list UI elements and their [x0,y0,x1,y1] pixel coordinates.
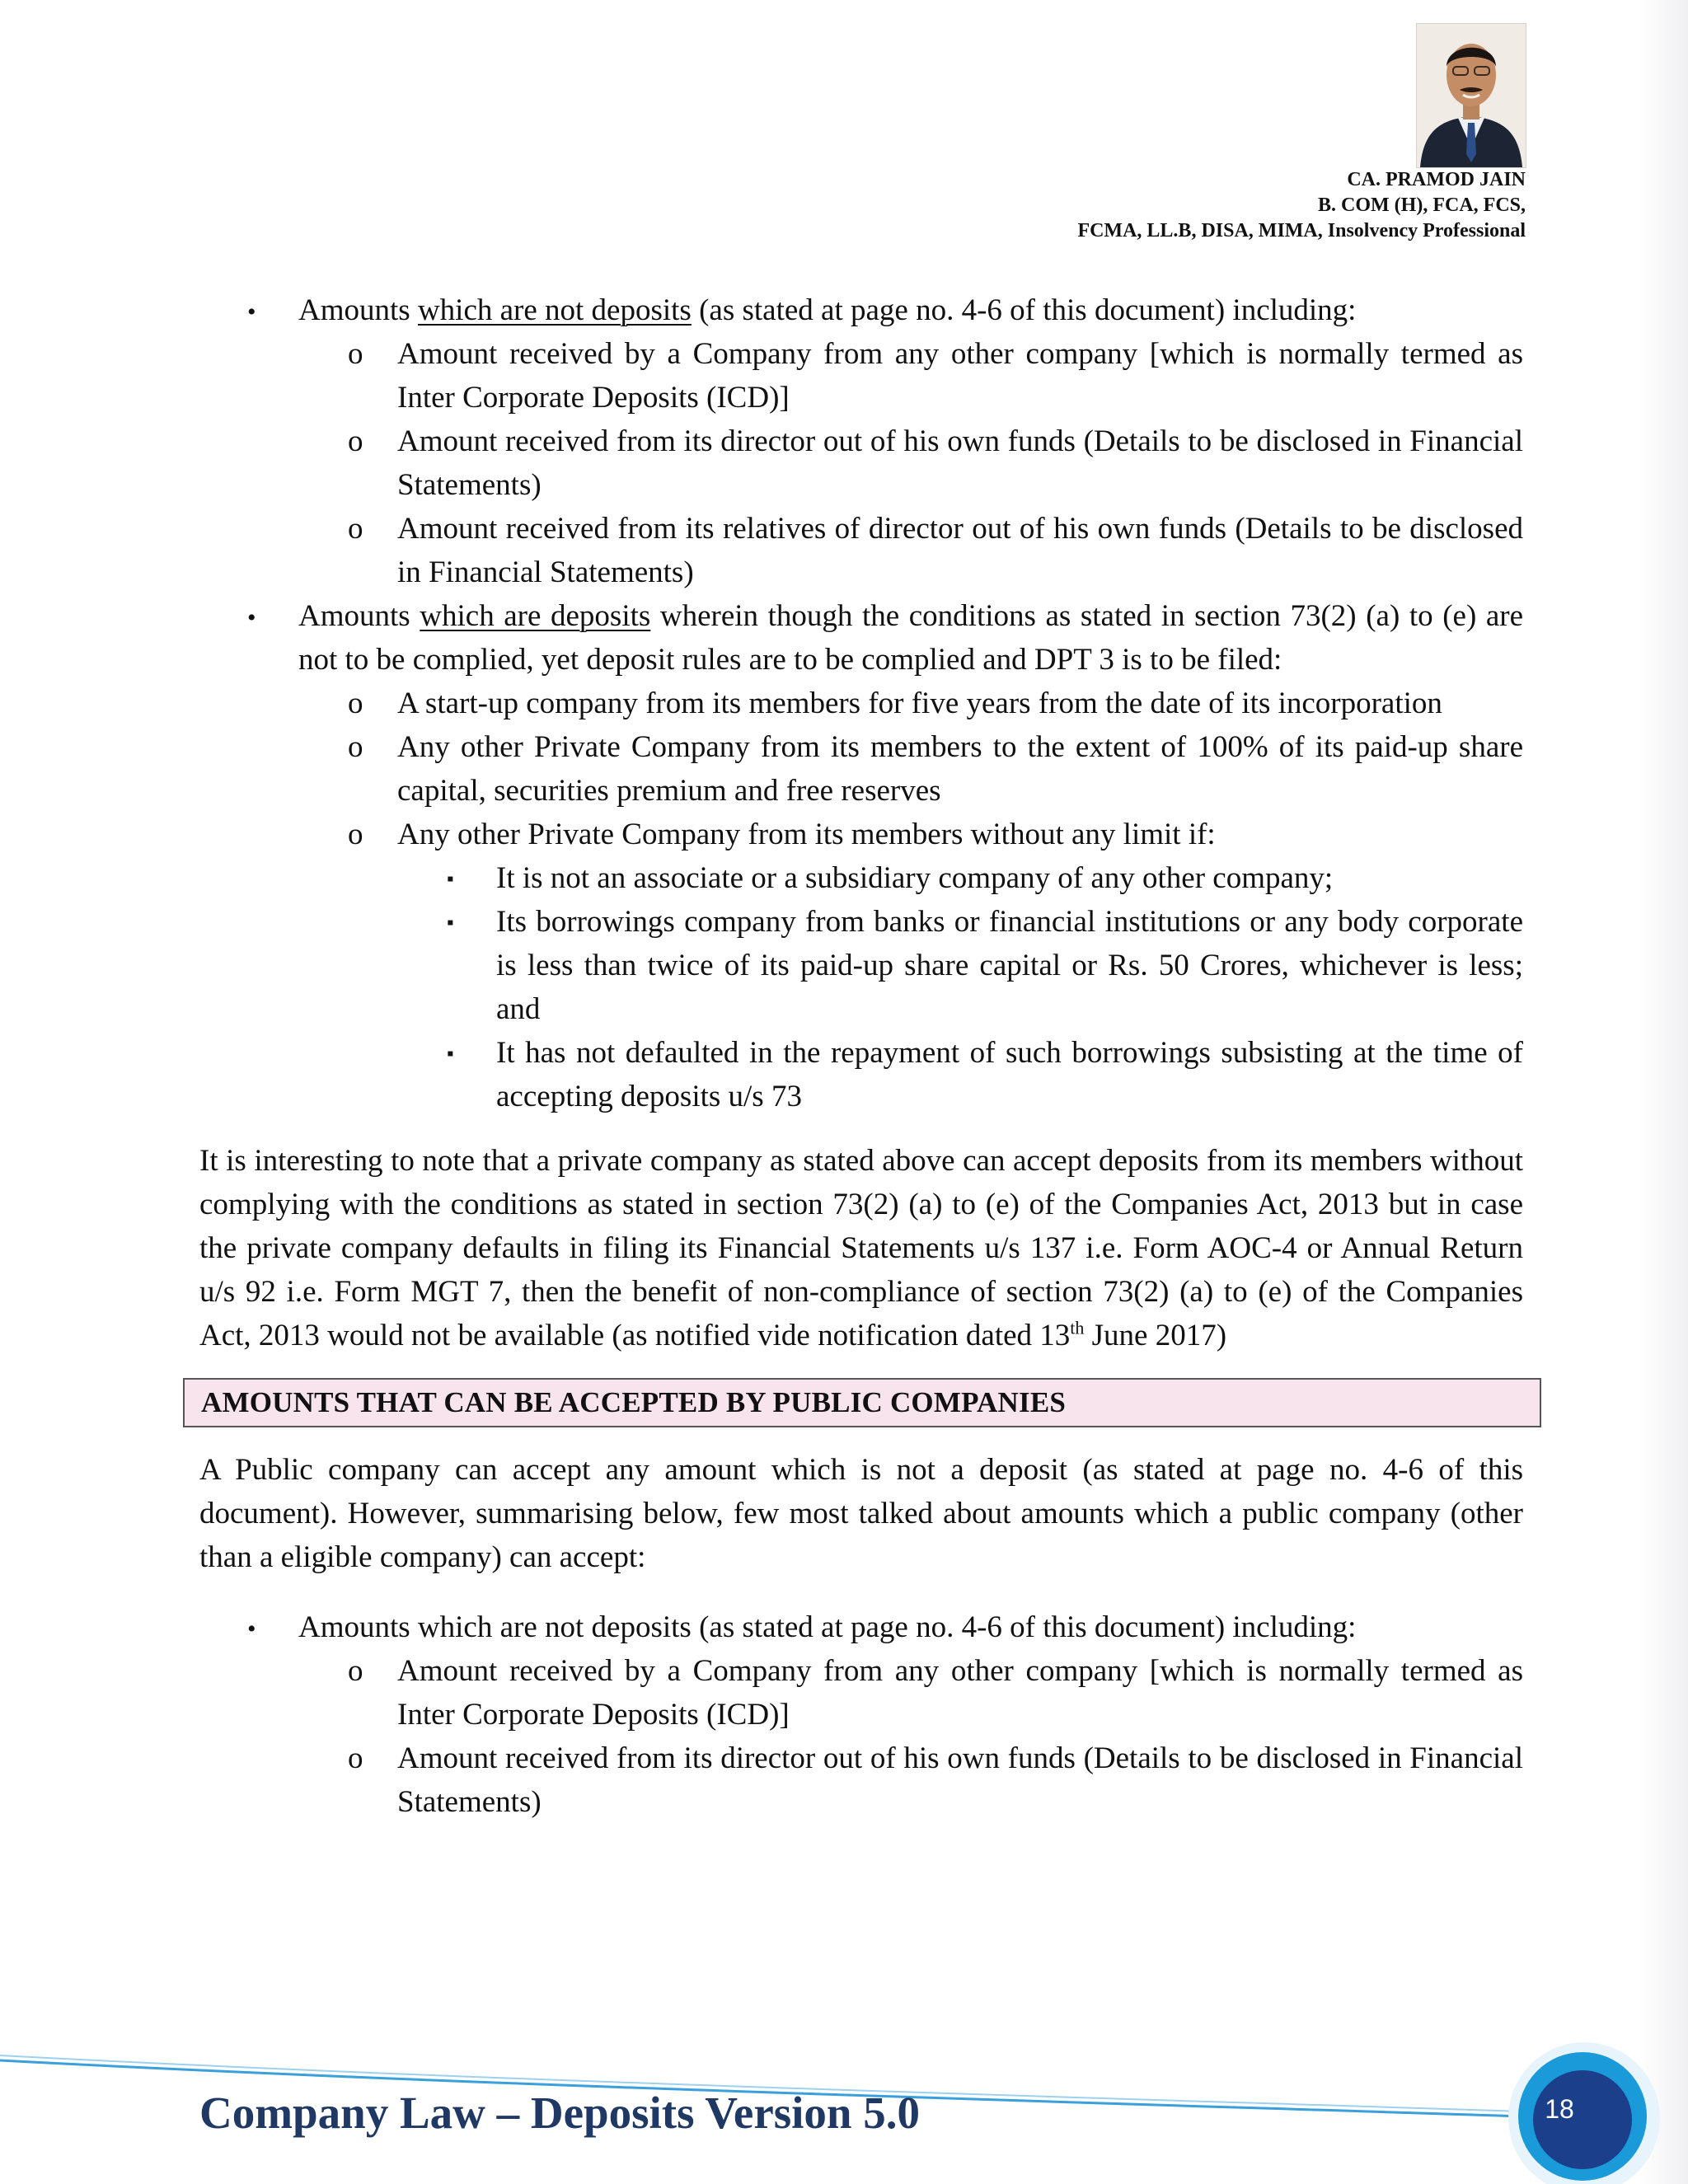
list-item: ▪ Its borrowings company from banks or financial institutions or any body corporate is less than twice of its paid-up share capital or Rs. 50 Crores, whichever is less; and [199,900,1523,1031]
list-item: o Any other Private Company from its members to the extent of 100% of its paid-up share capital, securities premium and free reserves [199,725,1523,813]
list-item: ▪ It has not defaulted in the repayment of such borrowings subsisting at the time of accepting deposits u/s 73 [199,1031,1523,1118]
list-item: o Amount received from its director out of his own funds (Details to be disclosed in Financial Statements) [199,419,1523,507]
circle-marker: o [348,1654,363,1688]
author-name: CA. PRAMOD JAIN [1347,169,1526,190]
list-item: ▪ It is not an associate or a subsidiary company of any other company; [199,856,1523,900]
note-paragraph: It is interesting to note that a private company as stated above can accept deposits from its members without complying with the conditions as stated in section 73(2) (a) to (e) of the Companies Act, 2013 but in case the private company defaults in filing its Financial Statements u/s 137 i.e. Form AOC-4 or Annual Return u/s 92 i.e. Form MGT 7, then the benefit of non-compliance of section 73(2) (a) to (e) of the Companies Act, 2013 would not be available (as notified vide notification dated 13th June 2017) [199,1144,1523,1352]
list-item: • Amounts which are not deposits (as stated at page no. 4-6 of this document) including: [199,288,1523,332]
document-body [199,288,1523,1824]
square-marker: ▪ [447,869,454,890]
public-company-paragraph: A Public company can accept any amount which is not a deposit (as stated at page no. 4-6 of this document). However, summarising below, few most talked about amounts which a public company (other than a eligible company) can accept: [199,1453,1523,1574]
section-heading: AMOUNTS THAT CAN BE ACCEPTED BY PUBLIC COMPANIES [183,1378,1541,1427]
page-number: 18 [1545,2094,1574,2124]
square-marker: ▪ [447,912,454,934]
list-item: o Amount received from its relatives of director out of his own funds (Details to be disclosed in Financial Statements) [199,507,1523,594]
bullet-marker: • [247,1615,256,1643]
author-qualifications-2: FCMA, LL.B, DISA, MIMA, Insolvency Professional [1077,220,1526,241]
list-item: o Amount received by a Company from any other company [which is normally termed as Inter Corporate Deposits (ICD)] [199,332,1523,419]
circle-marker: o [348,730,363,764]
circle-marker: o [348,1741,363,1775]
author-info [1077,167,1526,244]
footer-title: Company Law – Deposits Version 5.0 [199,2088,921,2138]
list-item: o Amount received by a Company from any other company [which is normally termed as Inter Corporate Deposits (ICD)] [199,1649,1523,1736]
list-item: • Amounts which are not deposits (as stated at page no. 4-6 of this document) including: [199,1605,1523,1649]
underlined-text: which are deposits [420,599,651,633]
page-edge-shadow [1639,0,1688,2184]
list-item: • Amounts which are deposits wherein though the conditions as stated in section 73(2) (a) to (e) are not to be complied, yet deposit rules are to be complied and DPT 3 is to be filed: [199,594,1523,682]
circle-marker: o [348,818,363,851]
list-item: o A start-up company from its members for five years from the date of its incorporation [199,682,1523,725]
list-item: o Any other Private Company from its members without any limit if: [199,813,1523,856]
square-marker: ▪ [447,1043,454,1065]
bullet-marker: • [247,298,256,326]
author-portrait-photo [1416,23,1526,168]
circle-marker: o [348,512,363,546]
circle-marker: o [348,687,363,720]
bullet-marker: • [247,604,256,631]
list-item: o Amount received from its director out of his own funds (Details to be disclosed in Financial Statements) [199,1736,1523,1824]
circle-marker: o [348,424,363,458]
superscript: th [1070,1317,1085,1338]
underlined-text: which are not deposits [417,293,692,327]
circle-marker: o [348,337,363,371]
author-qualifications-1: B. COM (H), FCA, FCS, [1318,194,1526,216]
